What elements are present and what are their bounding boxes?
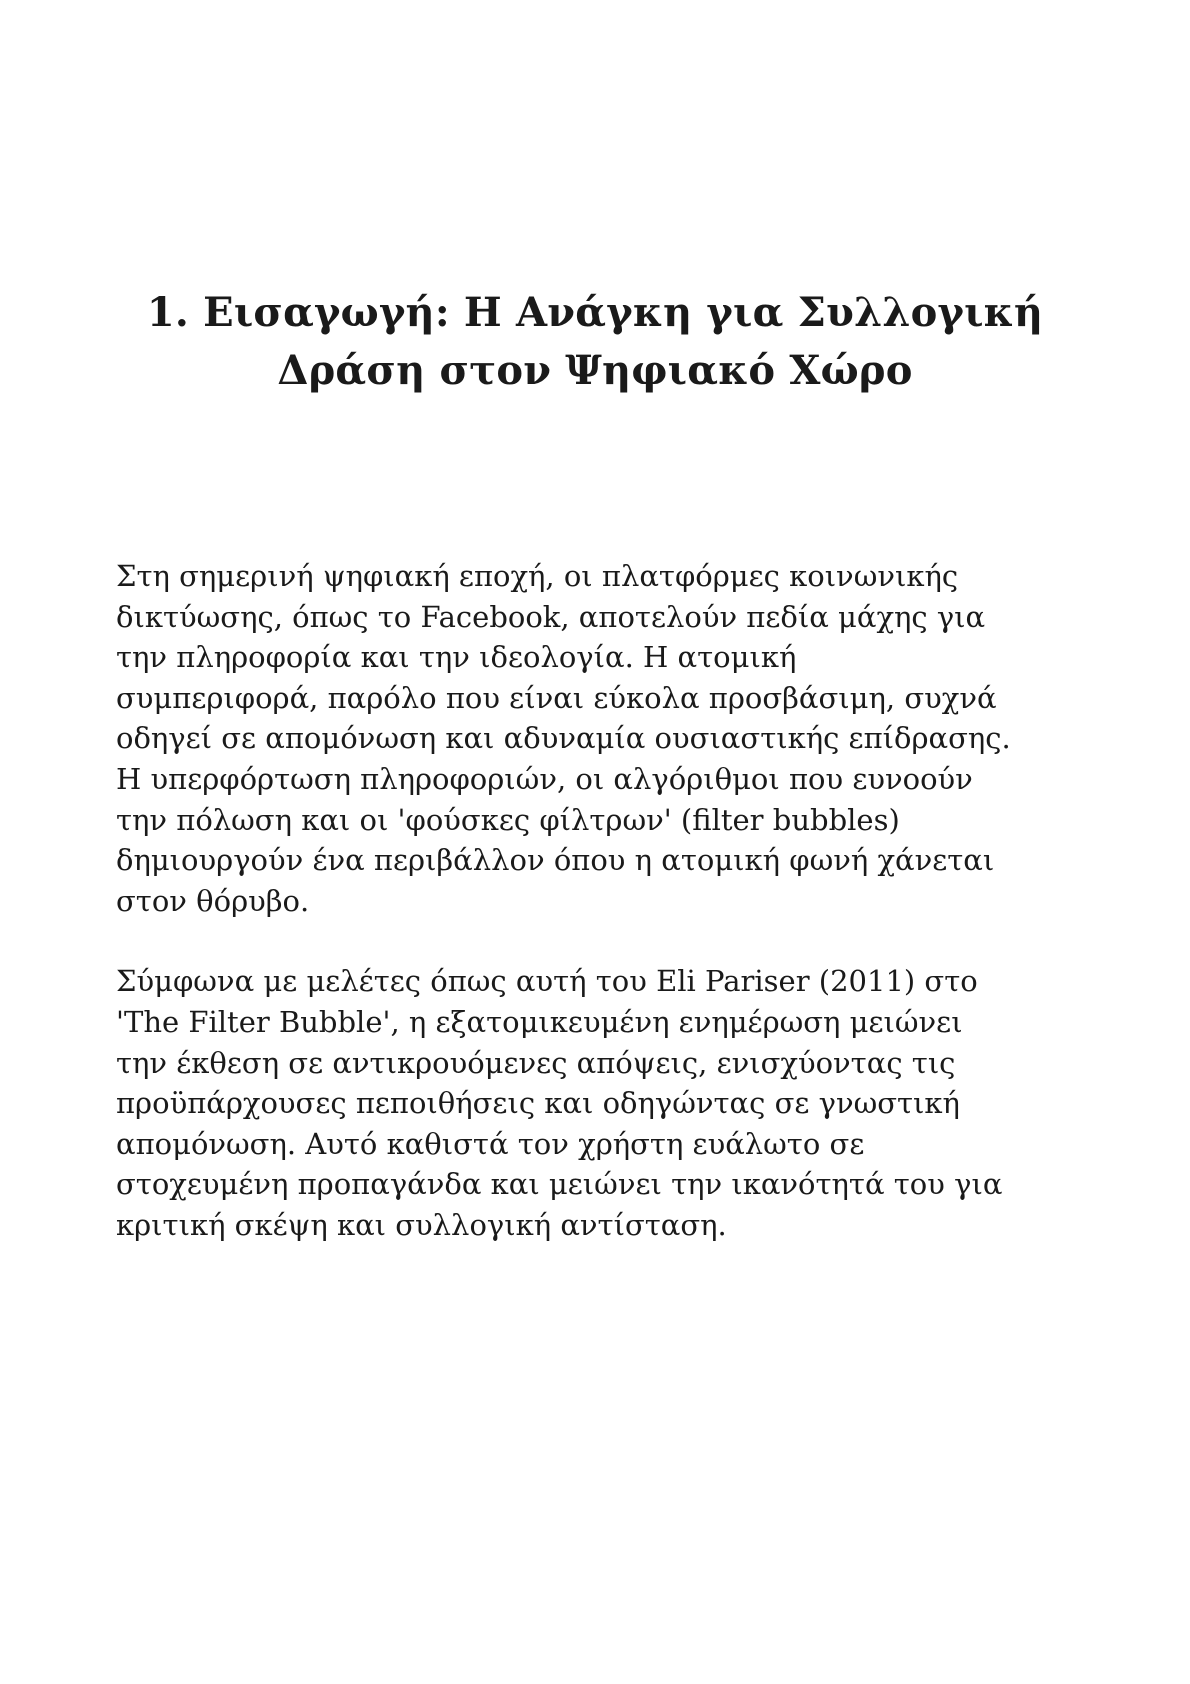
text-line: δικτύωσης, όπως το Facebook, αποτελούν πεδία μάχης για bbox=[116, 599, 986, 634]
text-line: Σύμφωνα με μελέτες όπως αυτή του Eli Pariser (2011) στο bbox=[116, 964, 978, 999]
paragraph-intro bbox=[116, 556, 1080, 921]
title-line: 1. Εισαγωγή: Η Ανάγκη για Συλλογική bbox=[146, 289, 1044, 336]
text-line: 'The Filter Bubble', η εξατομικευμένη ενημέρωση μειώνει bbox=[116, 1004, 963, 1039]
body-text bbox=[116, 556, 1080, 1246]
title-line: Δράση στον Ψηφιακό Χώρο bbox=[277, 347, 913, 394]
text-line: την έκθεση σε αντικρουόμενες απόψεις, ενισχύοντας τις bbox=[116, 1045, 956, 1080]
text-line: Στη σημερινή ψηφιακή εποχή, οι πλατφόρμες κοινωνικής bbox=[116, 559, 959, 593]
text-line: την πληροφορία και την ιδεολογία. Η ατομική bbox=[116, 640, 797, 675]
text-line: προϋπάρχουσες πεποιθήσεις και οδηγώντας σε γνωστική bbox=[116, 1086, 960, 1121]
text-line: την πόλωση και οι 'φούσκες φίλτρων' (filter bubbles) bbox=[116, 802, 900, 837]
text-line: απομόνωση. Αυτό καθιστά τον χρήστη ευάλωτο σε bbox=[116, 1126, 865, 1161]
text-line: συμπεριφορά, παρόλο που είναι εύκολα προσβάσιμη, συχνά bbox=[116, 680, 997, 715]
paragraph-pariser bbox=[116, 961, 1080, 1245]
text-line: δημιουργούν ένα περιβάλλον όπου η ατομική φωνή χάνεται bbox=[116, 843, 995, 878]
text-line: κριτική σκέψη και συλλογική αντίσταση. bbox=[116, 1207, 727, 1242]
page-title bbox=[110, 284, 1080, 400]
text-line: στοχευμένη προπαγάνδα και μειώνει την ικανότητά του για bbox=[116, 1167, 1003, 1202]
text-line: οδηγεί σε απομόνωση και αδυναμία ουσιαστικής επίδρασης. bbox=[116, 721, 1011, 756]
text-line: στον θόρυβο. bbox=[116, 883, 310, 918]
text-line: Η υπερφόρτωση πληροφοριών, οι αλγόριθμοι που ευνοούν bbox=[116, 761, 973, 796]
